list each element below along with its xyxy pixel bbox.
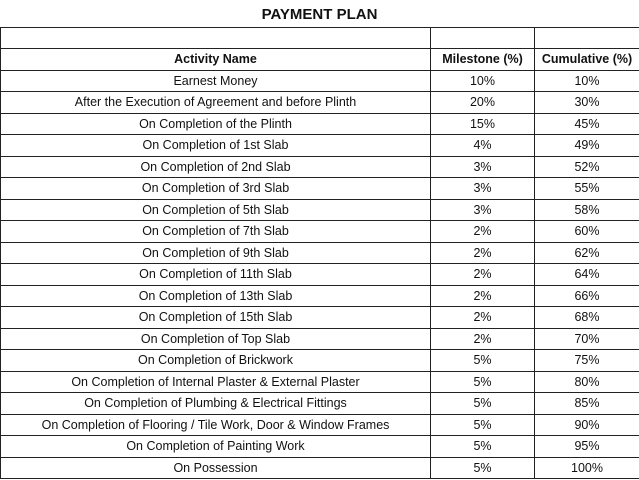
cumulative-cell: 60% [535,221,639,243]
table-row [1,414,639,436]
table-row [1,285,639,307]
cumulative-cell: 52% [535,156,639,178]
payment-plan-table [0,27,639,479]
milestone-cell: 5% [431,414,535,436]
cumulative-cell: 100% [535,457,639,479]
milestone-cell: 15% [431,113,535,135]
milestone-cell: 3% [431,199,535,221]
table-row [1,70,639,92]
cumulative-cell: 90% [535,414,639,436]
table-row [1,393,639,415]
table-row [1,135,639,157]
milestone-cell: 3% [431,178,535,200]
table-row [1,92,639,114]
cumulative-cell: 75% [535,350,639,372]
table-row [1,350,639,372]
milestone-cell: 5% [431,371,535,393]
milestone-cell: 3% [431,156,535,178]
activity-cell: On Completion of 13th Slab [1,285,431,307]
activity-cell: On Possession [1,457,431,479]
cumulative-cell: 30% [535,92,639,114]
activity-cell: On Completion of Painting Work [1,436,431,458]
blank-cell [431,28,535,49]
activity-cell: On Completion of Internal Plaster & External Plaster [1,371,431,393]
activity-cell: On Completion of Plumbing & Electrical Fittings [1,393,431,415]
activity-cell: Earnest Money [1,70,431,92]
activity-cell: On Completion of Flooring / Tile Work, Door & Window Frames [1,414,431,436]
cumulative-header: Cumulative (%) [535,49,639,71]
activity-cell: On Completion of 15th Slab [1,307,431,329]
table-row [1,264,639,286]
activity-cell: On Completion of Brickwork [1,350,431,372]
milestone-cell: 2% [431,307,535,329]
milestone-cell: 4% [431,135,535,157]
milestone-cell: 10% [431,70,535,92]
cumulative-cell: 49% [535,135,639,157]
cumulative-cell: 70% [535,328,639,350]
activity-cell: On Completion of 3rd Slab [1,178,431,200]
milestone-cell: 5% [431,393,535,415]
activity-cell: On Completion of 9th Slab [1,242,431,264]
cumulative-cell: 10% [535,70,639,92]
milestone-cell: 2% [431,285,535,307]
table-row [1,371,639,393]
milestone-cell: 5% [431,457,535,479]
cumulative-cell: 85% [535,393,639,415]
cumulative-cell: 95% [535,436,639,458]
table-row [1,199,639,221]
activity-cell: On Completion of 11th Slab [1,264,431,286]
table-row [1,242,639,264]
milestone-cell: 2% [431,221,535,243]
activity-cell: On Completion of 2nd Slab [1,156,431,178]
table-body [1,28,639,479]
activity-cell: On Completion of 5th Slab [1,199,431,221]
cumulative-cell: 68% [535,307,639,329]
table-row [1,178,639,200]
cumulative-cell: 58% [535,199,639,221]
cumulative-cell: 55% [535,178,639,200]
activity-header: Activity Name [1,49,431,71]
table-row [1,113,639,135]
table-row [1,221,639,243]
milestone-cell: 20% [431,92,535,114]
table-row [1,436,639,458]
blank-row [1,28,639,49]
activity-cell: After the Execution of Agreement and before Plinth [1,92,431,114]
page-title: PAYMENT PLAN [261,6,378,23]
table-row [1,457,639,479]
cumulative-cell: 64% [535,264,639,286]
cumulative-cell: 66% [535,285,639,307]
milestone-cell: 2% [431,328,535,350]
activity-cell: On Completion of Top Slab [1,328,431,350]
activity-cell: On Completion of the Plinth [1,113,431,135]
milestone-cell: 2% [431,264,535,286]
header-row [1,49,639,71]
milestone-cell: 2% [431,242,535,264]
cumulative-cell: 80% [535,371,639,393]
blank-cell [1,28,431,49]
table-row [1,156,639,178]
cumulative-cell: 62% [535,242,639,264]
blank-cell [535,28,639,49]
table-row [1,307,639,329]
milestone-header: Milestone (%) [431,49,535,71]
activity-cell: On Completion of 7th Slab [1,221,431,243]
milestone-cell: 5% [431,436,535,458]
cumulative-cell: 45% [535,113,639,135]
activity-cell: On Completion of 1st Slab [1,135,431,157]
milestone-cell: 5% [431,350,535,372]
table-row [1,328,639,350]
